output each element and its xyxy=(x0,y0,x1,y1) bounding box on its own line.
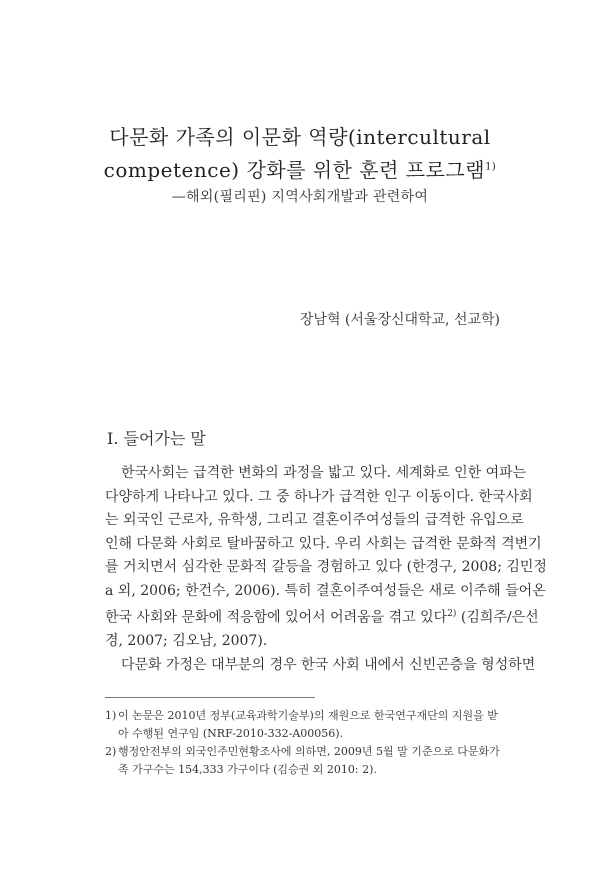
body-line: 경, 2007; 김오남, 2007). xyxy=(105,633,268,650)
footnote-divider xyxy=(105,697,315,698)
footnotes xyxy=(105,707,505,779)
title-line-2 xyxy=(0,154,600,183)
body-line-with-footnote xyxy=(105,603,539,630)
body-line: 다양하게 나타나고 있다. 그 중 하나가 급격한 인구 이동이다. 한국사회 xyxy=(105,488,533,505)
body-line-text: 한국 사회와 문화에 적응함에 있어서 어려움을 겪고 있다 xyxy=(105,609,448,626)
footnote-2 xyxy=(105,743,505,779)
subtitle: —해외(필리핀) 지역사회개발과 관련하여 xyxy=(171,189,429,205)
body-line: 한국사회는 급격한 변화의 과정을 밟고 있다. 세계화로 인한 여파는 xyxy=(121,465,527,481)
body-line: 를 거치면서 심각한 문화적 갈등을 경험하고 있다 (한경구, 2008; 김민정 xyxy=(105,559,547,575)
title-line-1 xyxy=(0,121,600,150)
footnote-number: 2) xyxy=(105,745,117,758)
body-line: 인해 다문화 사회로 탈바꿈하고 있다. 우리 사회는 급격한 문화적 격변기 xyxy=(105,535,542,552)
footnote-line: 이 논문은 2010년 정부(교육과학기술부)의 재원으로 한국연구재단의 지원을 받 xyxy=(118,709,498,722)
footnote-number: 1) xyxy=(105,709,117,722)
footnote-1 xyxy=(105,707,505,743)
title-line-1-text: 다문화 가족의 이문화 역량(intercultural xyxy=(109,125,491,149)
footnote-reference: 2) xyxy=(447,609,457,619)
section-heading: I. 들어가는 말 xyxy=(107,429,206,448)
title-line-2-text: competence) 강화를 위한 훈련 프로그램 xyxy=(103,158,486,182)
title-footnote-mark: 1) xyxy=(485,161,497,173)
body-line: 다문화 가정은 대부분의 경우 한국 사회 내에서 신빈곤층을 형성하면 xyxy=(121,656,536,673)
body-line: 는 외국인 근로자, 유학생, 그리고 결혼이주여성들의 급격한 유입으로 xyxy=(105,512,524,528)
author-byline: 장남혁 (서울장신대학교, 선교학) xyxy=(299,312,500,328)
footnote-line: 족 가구수는 154,333 가구이다 (김승권 외 2010: 2). xyxy=(118,763,377,776)
body-line-citation: (김희주/은선 xyxy=(456,609,539,626)
body-paragraphs xyxy=(105,462,547,677)
footnote-line: 아 수행된 연구임 (NRF-2010-332-A00056). xyxy=(118,727,344,740)
footnote-line: 행정안전부의 외국인주민현황조사에 의하면, 2009년 5월 말 기준으로 다문화가 xyxy=(118,745,500,758)
body-line: a 외, 2006; 한건수, 2006). 특히 결혼이주여성들은 새로 이주해 들어온 xyxy=(105,582,546,599)
